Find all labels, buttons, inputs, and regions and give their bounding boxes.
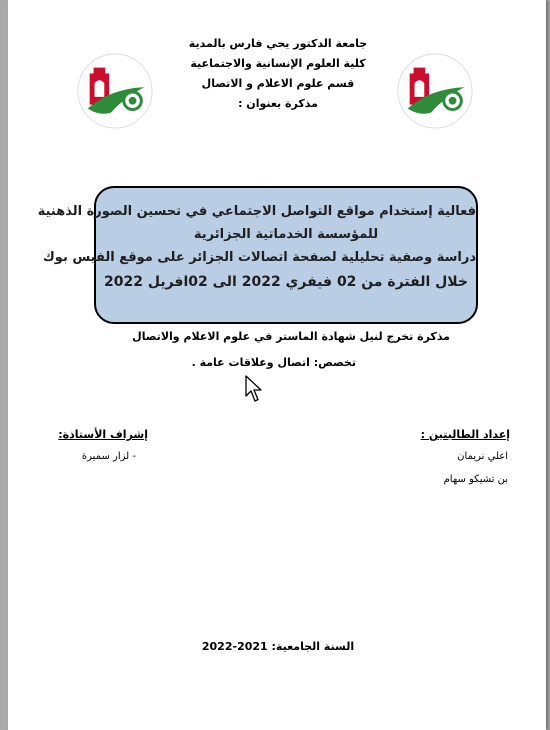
students-title: إعداد الطالبتين : — [420, 428, 510, 441]
student-name: بن تشيكو سهام — [443, 474, 508, 485]
thesis-title-box — [37, 186, 478, 324]
academic-year: السنة الجامعية: 2021-2022 — [201, 640, 355, 653]
thesis-degree-line: مذكرة تخرج لنيل شهادة الماستر في علوم الاعلام والاتصال — [132, 330, 450, 343]
department-name: قسم علوم الاعلام و الاتصال — [201, 77, 355, 90]
document-header — [158, 34, 398, 114]
title-line-2: للمؤسسة الخدماتية الجزائرية — [193, 227, 379, 242]
title-line-1: فعالية إستخدام مواقع التواصل الاجتماعي في تحسين الصورة الذهنية — [37, 204, 476, 219]
memo-label: مذكرة بعنوان : — [238, 97, 318, 110]
student-name: اعلي نريمان — [457, 451, 508, 462]
faculty-name: كلية العلوم الإنسانية والاجتماعية — [190, 57, 366, 70]
title-line-4: خلال الفترة من 02 فيفري 2022 الى 02افريل 2022 — [103, 274, 468, 290]
supervisor-name: - لزار سميرة — [81, 451, 136, 462]
university-name: جامعة الدكتور يحي فارس بالمدية — [188, 37, 368, 50]
university-logo-icon — [396, 52, 474, 130]
university-logo-icon — [76, 52, 154, 130]
title-line-3: دراسة وصفية تحليلية لصفحة اتصالات الجزائر على موقع الفيس بوك — [42, 250, 476, 265]
document-page — [8, 0, 546, 730]
specialty-line: تخصص: اتصال وعلاقات عامة . — [191, 356, 356, 369]
mouse-cursor-icon — [244, 374, 266, 404]
supervisor-title: إشراف الأستاذة: — [58, 428, 148, 441]
